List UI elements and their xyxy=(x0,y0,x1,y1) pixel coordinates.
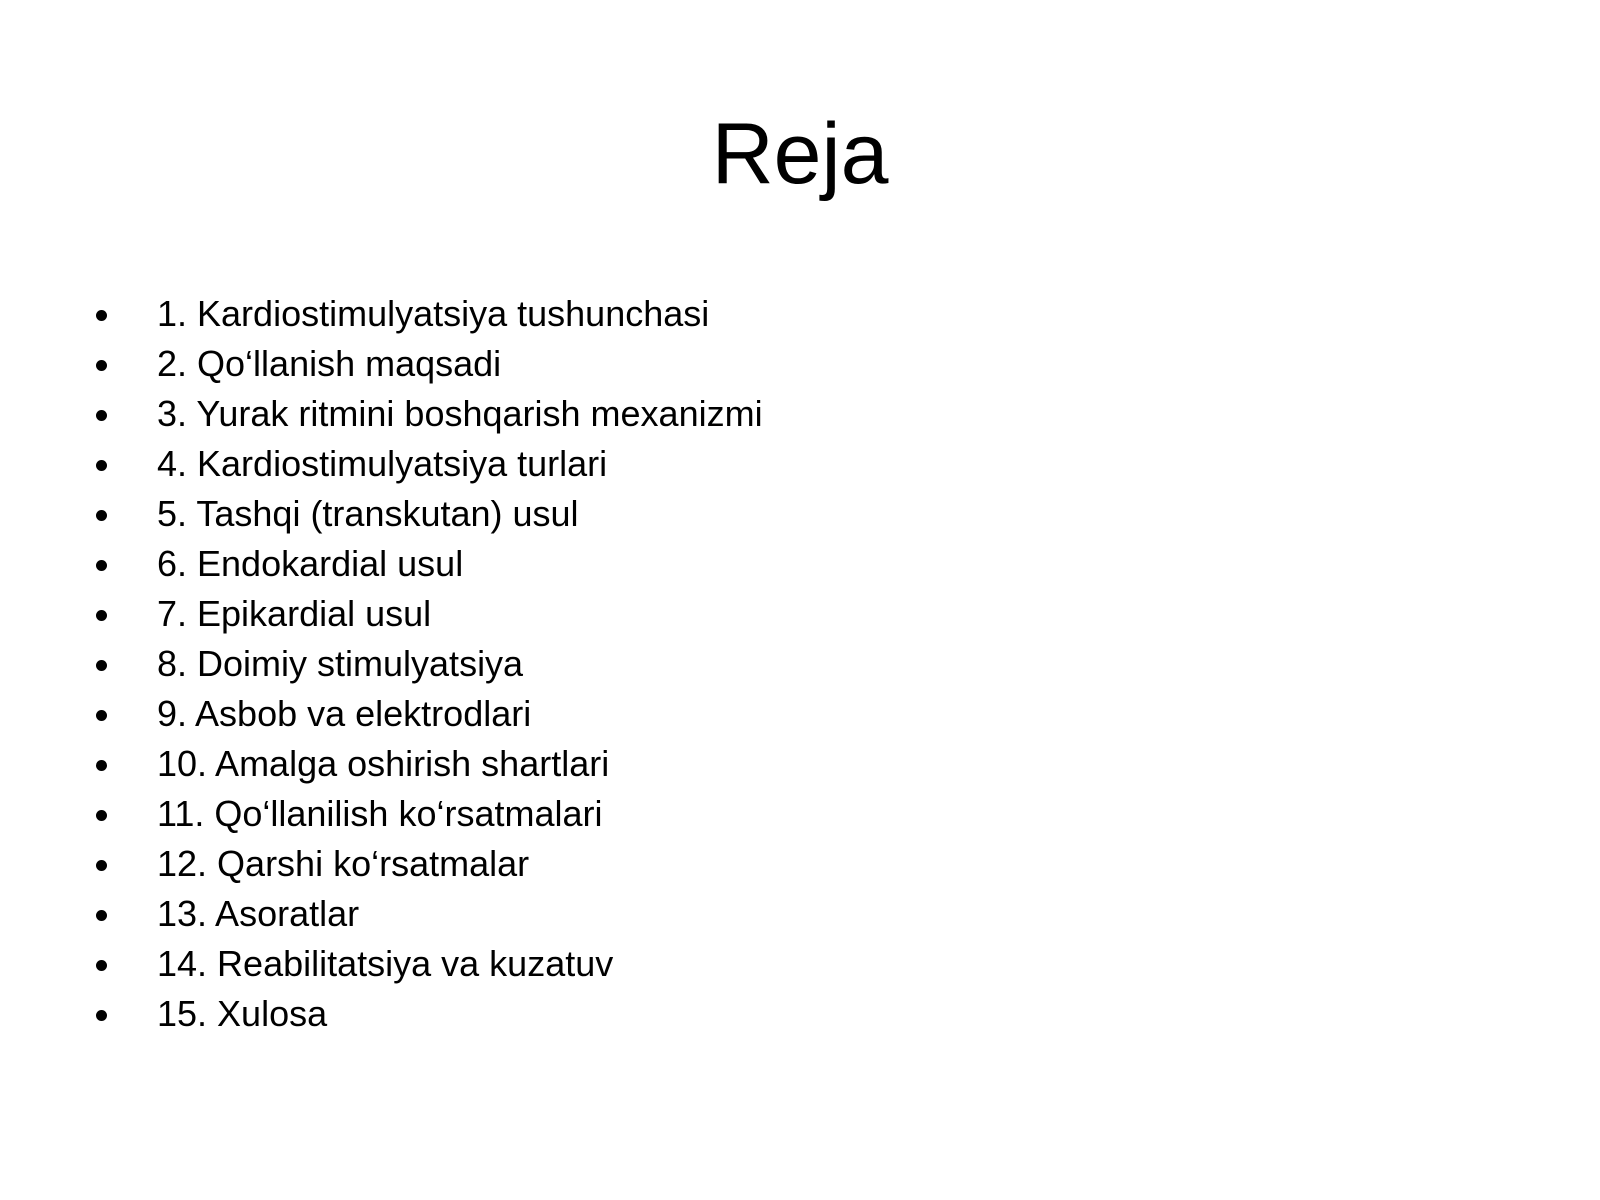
bullet-icon xyxy=(96,360,107,371)
bullet-icon xyxy=(96,510,107,521)
bullet-icon xyxy=(96,310,107,321)
list-item-text: 15. Xulosa xyxy=(157,993,328,1034)
bullet-icon xyxy=(96,760,107,771)
list-item-text: 5. Tashqi (transkutan) usul xyxy=(157,493,579,534)
list-item-text: 1. Kardiostimulyatsiya tushunchasi xyxy=(157,293,710,334)
bullet-icon xyxy=(96,560,107,571)
list-item-text: 6. Endokardial usul xyxy=(157,543,464,584)
bullet-icon xyxy=(96,910,107,921)
bullet-icon xyxy=(96,860,107,871)
list-item-text: 13. Asoratlar xyxy=(157,893,360,934)
bullet-icon xyxy=(96,810,107,821)
list-item-text: 9. Asbob va elektrodlari xyxy=(157,693,532,734)
list-item-text: 11. Qo‘llanilish ko‘rsatmalari xyxy=(157,793,603,834)
list-item-text: 14. Reabilitatsiya va kuzatuv xyxy=(157,943,614,984)
bullet-icon xyxy=(96,1010,107,1021)
bullet-icon xyxy=(96,460,107,471)
bullet-icon xyxy=(96,960,107,971)
list-item-text: 7. Epikardial usul xyxy=(157,593,432,634)
list-item-text: 2. Qo‘llanish maqsadi xyxy=(157,343,502,384)
bullet-icon xyxy=(96,660,107,671)
bullet-icon xyxy=(96,610,107,621)
list-item-text: 4. Kardiostimulyatsiya turlari xyxy=(157,443,608,484)
list-item-text: 10. Amalga oshirish shartlari xyxy=(157,743,610,784)
list-item-text: 12. Qarshi ko‘rsatmalar xyxy=(157,843,530,884)
slide-title: Reja xyxy=(711,106,889,202)
list-item-text: 8. Doimiy stimulyatsiya xyxy=(157,643,524,684)
bullet-icon xyxy=(96,410,107,421)
bullet-icon xyxy=(96,710,107,721)
list-item-text: 3. Yurak ritmini boshqarish mexanizmi xyxy=(157,393,763,434)
